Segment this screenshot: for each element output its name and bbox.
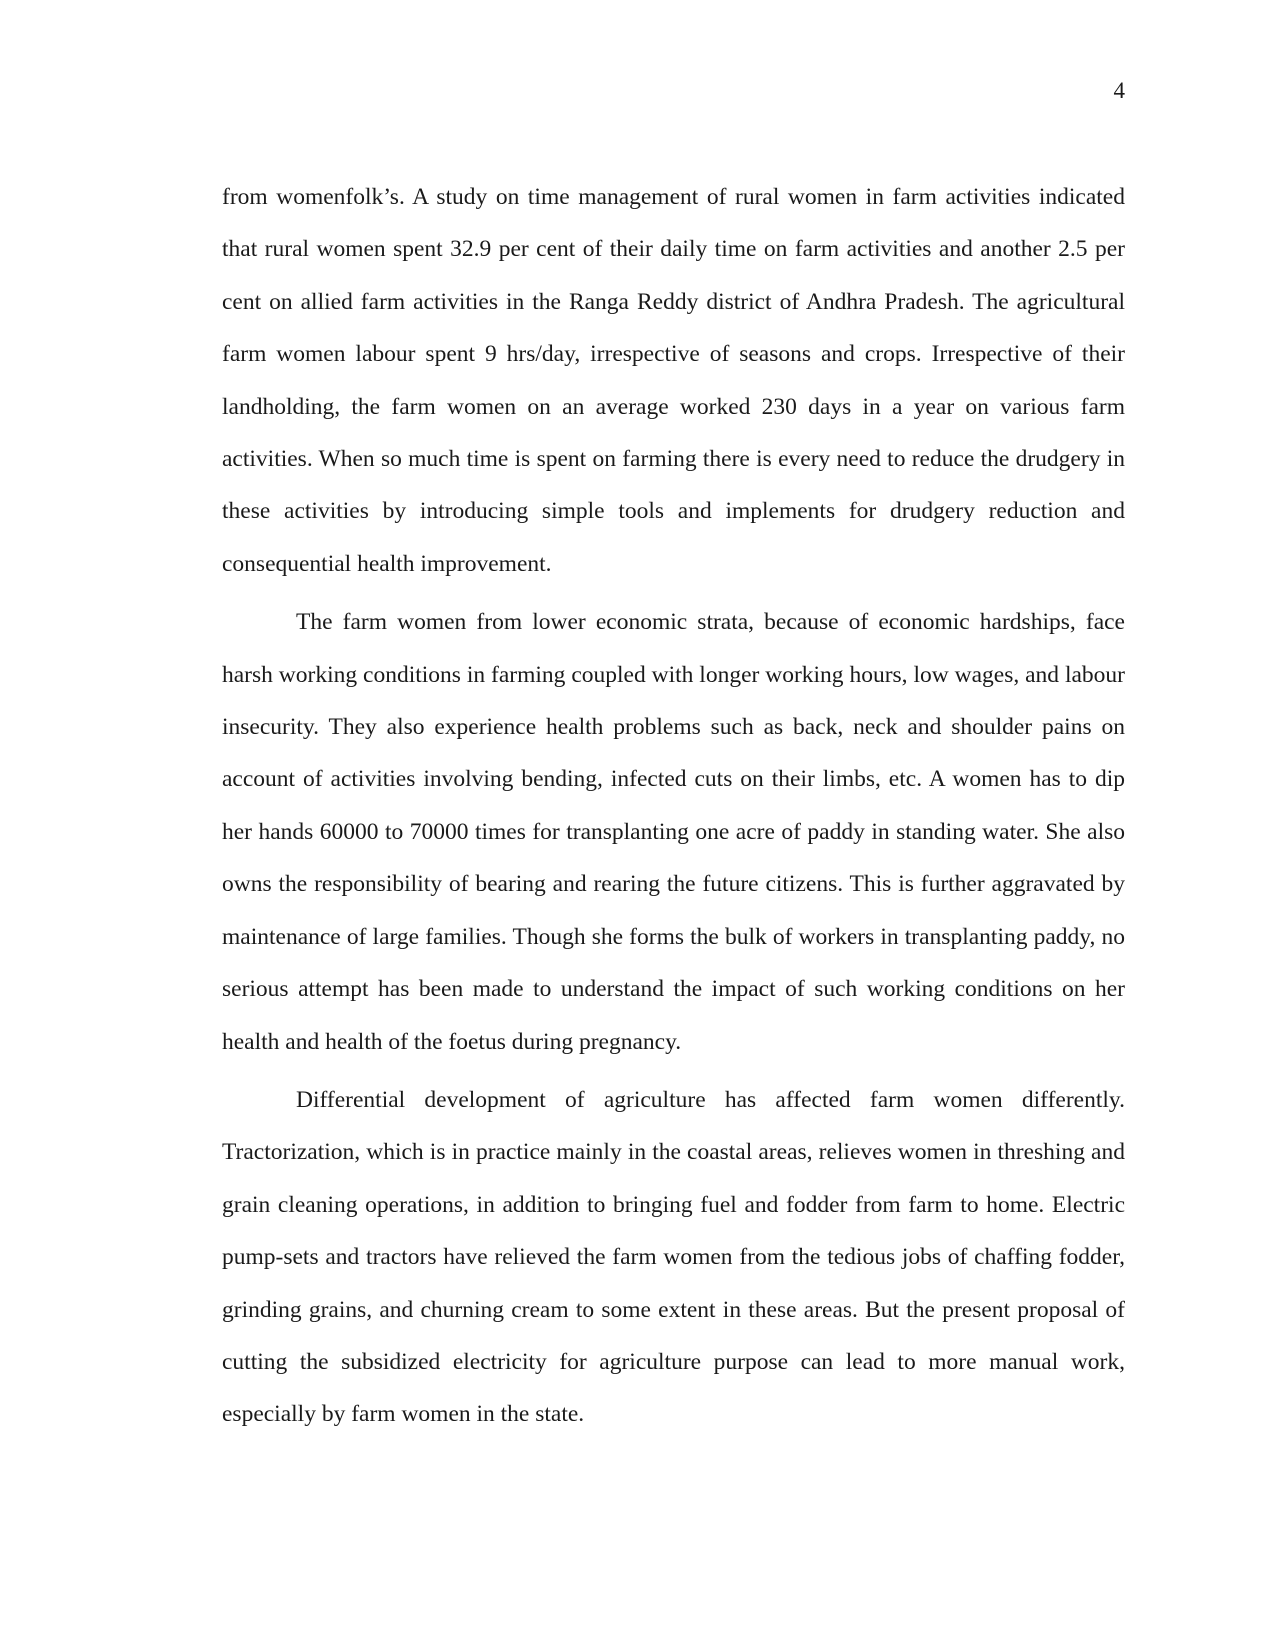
- paragraph-3: Differential development of agriculture has affected farm women differently. Tractorization, which is in practice mainly in the coastal areas, relieves women in threshing and grain cleaning operations, in addition to bringing fuel and fodder from farm to home. Electric pump-sets and tractors have relieved the farm women from the tedious jobs of chaffing fodder, grinding grains, and churning cream to some extent in these areas. But the present proposal of cutting the subsidized electricity for agriculture purpose can lead to more manual work, especially by farm women in the state.: [222, 1086, 1125, 1428]
- body-text: [222, 171, 1125, 1447]
- paragraph-1: from womenfolk’s. A study on time management of rural women in farm activities indicated that rural women spent 32.9 per cent of their daily time on farm activities and another 2.5 per cent on allied farm activities in the Ranga Reddy district of Andhra Pradesh. The agricultural farm women labour spent 9 hrs/day, irrespective of seasons and crops. Irrespective of their landholding, the farm women on an average worked 230 days in a year on various farm activities. When so much time is spent on farming there is every need to reduce the drudgery in these activities by introducing simple tools and implements for drudgery reduction and consequential health improvement.: [222, 184, 1125, 577]
- page-number: 4: [1113, 78, 1125, 103]
- paragraph-2: The farm women from lower economic strata, because of economic hardships, face harsh working conditions in farming coupled with longer working hours, low wages, and labour insecurity. They also experience health problems such as back, neck and shoulder pains on account of activities involving bending, infected cuts on their limbs, etc. A women has to dip her hands 60000 to 70000 times for transplanting one acre of paddy in standing water. She also owns the responsibility of bearing and rearing the future citizens. This is further aggravated by maintenance of large families. Though she forms the bulk of workers in transplanting paddy, no serious attempt has been made to understand the impact of such working conditions on her health and health of the foetus during pregnancy.: [222, 609, 1125, 1055]
